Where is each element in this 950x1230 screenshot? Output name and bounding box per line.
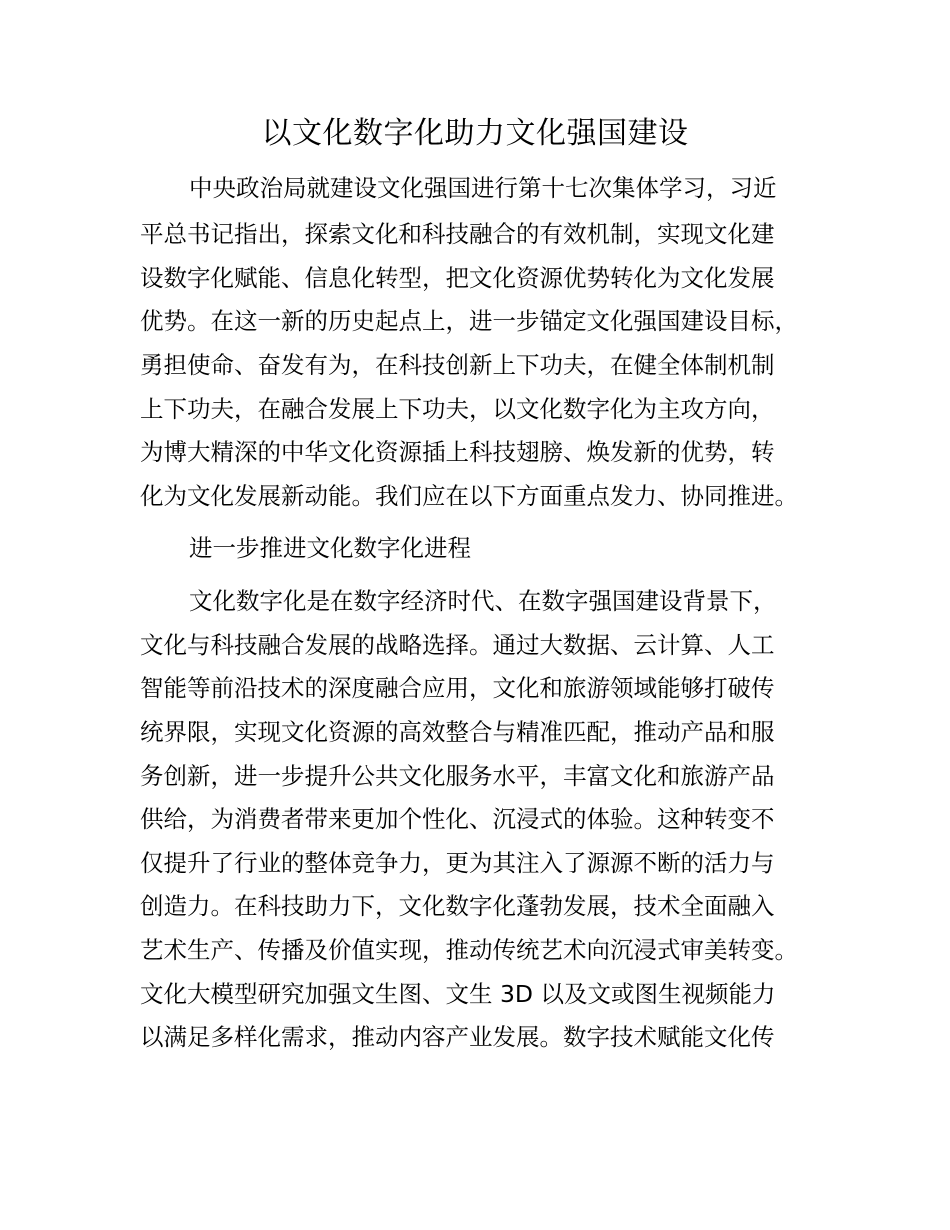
- text-line: 化为文化发展新动能。我们应在以下方面重点发力、协同推进。: [140, 482, 798, 510]
- document-title: 以文化数字化助力文化强国建设: [261, 116, 689, 151]
- text-line: 文化数字化是在数字经济时代、在数字强国建设背景下，: [189, 587, 777, 615]
- text-line: 平总书记指出，探索文化和科技融合的有效机制，实现文化建: [140, 220, 775, 248]
- text-line: 智能等前沿技术的深度融合应用，文化和旅游领域能够打破传: [140, 674, 775, 702]
- text-line: 中央政治局就建设文化强国进行第十七次集体学习，习近: [189, 174, 777, 202]
- section-subheading: 进一步推进文化数字化进程: [189, 534, 471, 562]
- text-line: 创造力。在科技助力下，文化数字化蓬勃发展，技术全面融入: [140, 892, 775, 920]
- text-line: 勇担使命、奋发有为，在科技创新上下功夫，在健全体制机制: [140, 351, 775, 379]
- text-line: 供给，为消费者带来更加个性化、沉浸式的体验。这种转变不: [140, 805, 775, 833]
- text-line: 为博大精深的中华文化资源插上科技翅膀、焕发新的优势，转: [140, 438, 775, 466]
- text-line: 设数字化赋能、信息化转型，把文化资源优势转化为文化发展: [140, 264, 775, 292]
- text-line: 文化与科技融合发展的战略选择。通过大数据、云计算、人工: [140, 631, 775, 659]
- text-line: 艺术生产、传播及价值实现，推动传统艺术向沉浸式审美转变。: [140, 936, 798, 964]
- text-line: 上下功夫，在融合发展上下功夫，以文化数字化为主攻方向，: [140, 395, 775, 423]
- text-line: 优势。在这一新的历史起点上，进一步锚定文化强国建设目标，: [140, 307, 798, 335]
- text-line: 务创新，进一步提升公共文化服务水平，丰富文化和旅游产品: [140, 762, 775, 790]
- text-line: 以满足多样化需求，推动内容产业发展。数字技术赋能文化传: [140, 1023, 775, 1051]
- text-line: 文化大模型研究加强文生图、文生 3D 以及文或图生视频能力: [140, 980, 776, 1008]
- text-line: 仅提升了行业的整体竞争力，更为其注入了源源不断的活力与: [140, 849, 775, 877]
- text-line: 统界限，实现文化资源的高效整合与精准匹配，推动产品和服: [140, 718, 775, 746]
